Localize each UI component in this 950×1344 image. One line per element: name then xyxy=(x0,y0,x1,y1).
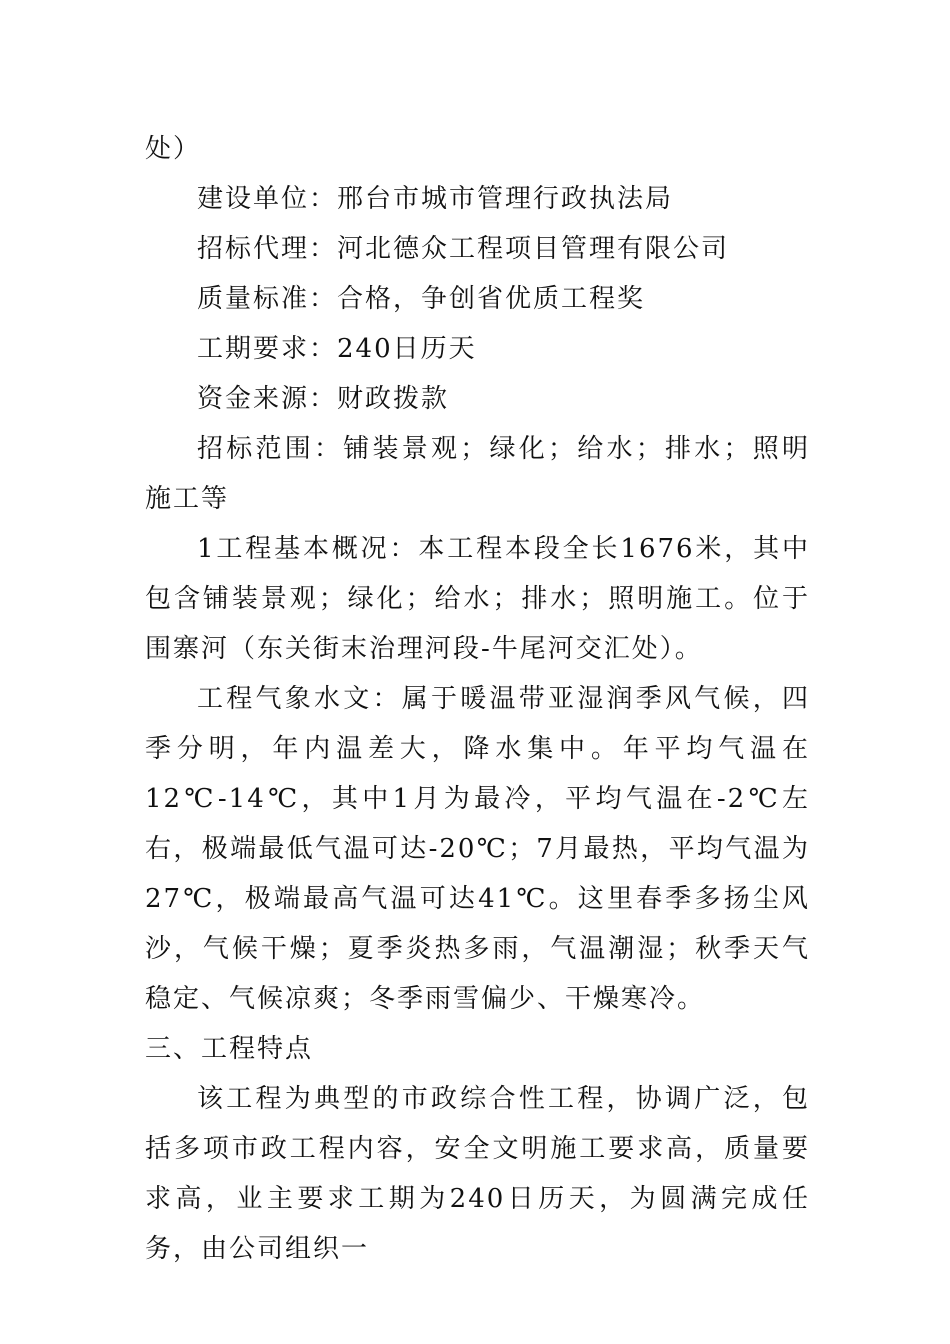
project-overview: 1工程基本概况：本工程本段全长1676米，其中包含铺装景观；绿化；给水；排水；照明施工。位于围寨河（东关街末治理河段-牛尾河交汇处）。 xyxy=(145,534,810,664)
construction-unit: 建设单位：邢台市城市管理行政执法局 xyxy=(197,184,674,214)
continued-line: 处） xyxy=(145,134,202,164)
section-heading: 三、工程特点 xyxy=(145,1034,314,1064)
document-body xyxy=(145,124,810,1274)
weather-hydrology: 工程气象水文：属于暖温带亚湿润季风气候，四季分明，年内温差大，降水集中。年平均气温在12℃-14℃，其中1月为最冷，平均气温在-2℃左右，极端最低气温可达-20℃；7月最热，平均气温为27℃，极端最高气温可达41℃。这里春季多扬尘风沙，气候干燥；夏季炎热多雨，气温潮湿；秋季天气稳定、气候凉爽；冬季雨雪偏少、干燥寒冷。 xyxy=(145,684,810,1014)
schedule-requirement: 工期要求：240日历天 xyxy=(197,334,477,364)
bidding-scope: 招标范围：铺装景观；绿化；给水；排水；照明施工等 xyxy=(145,434,810,514)
project-features: 该工程为典型的市政综合性工程，协调广泛，包括多项市政工程内容，安全文明施工要求高，质量要求高，业主要求工期为240日历天，为圆满完成任务，由公司组织一 xyxy=(145,1084,810,1264)
bidding-agent: 招标代理：河北德众工程项目管理有限公司 xyxy=(197,234,730,264)
funding-source: 资金来源：财政拨款 xyxy=(197,384,450,414)
quality-standard: 质量标准：合格，争创省优质工程奖 xyxy=(197,284,646,314)
